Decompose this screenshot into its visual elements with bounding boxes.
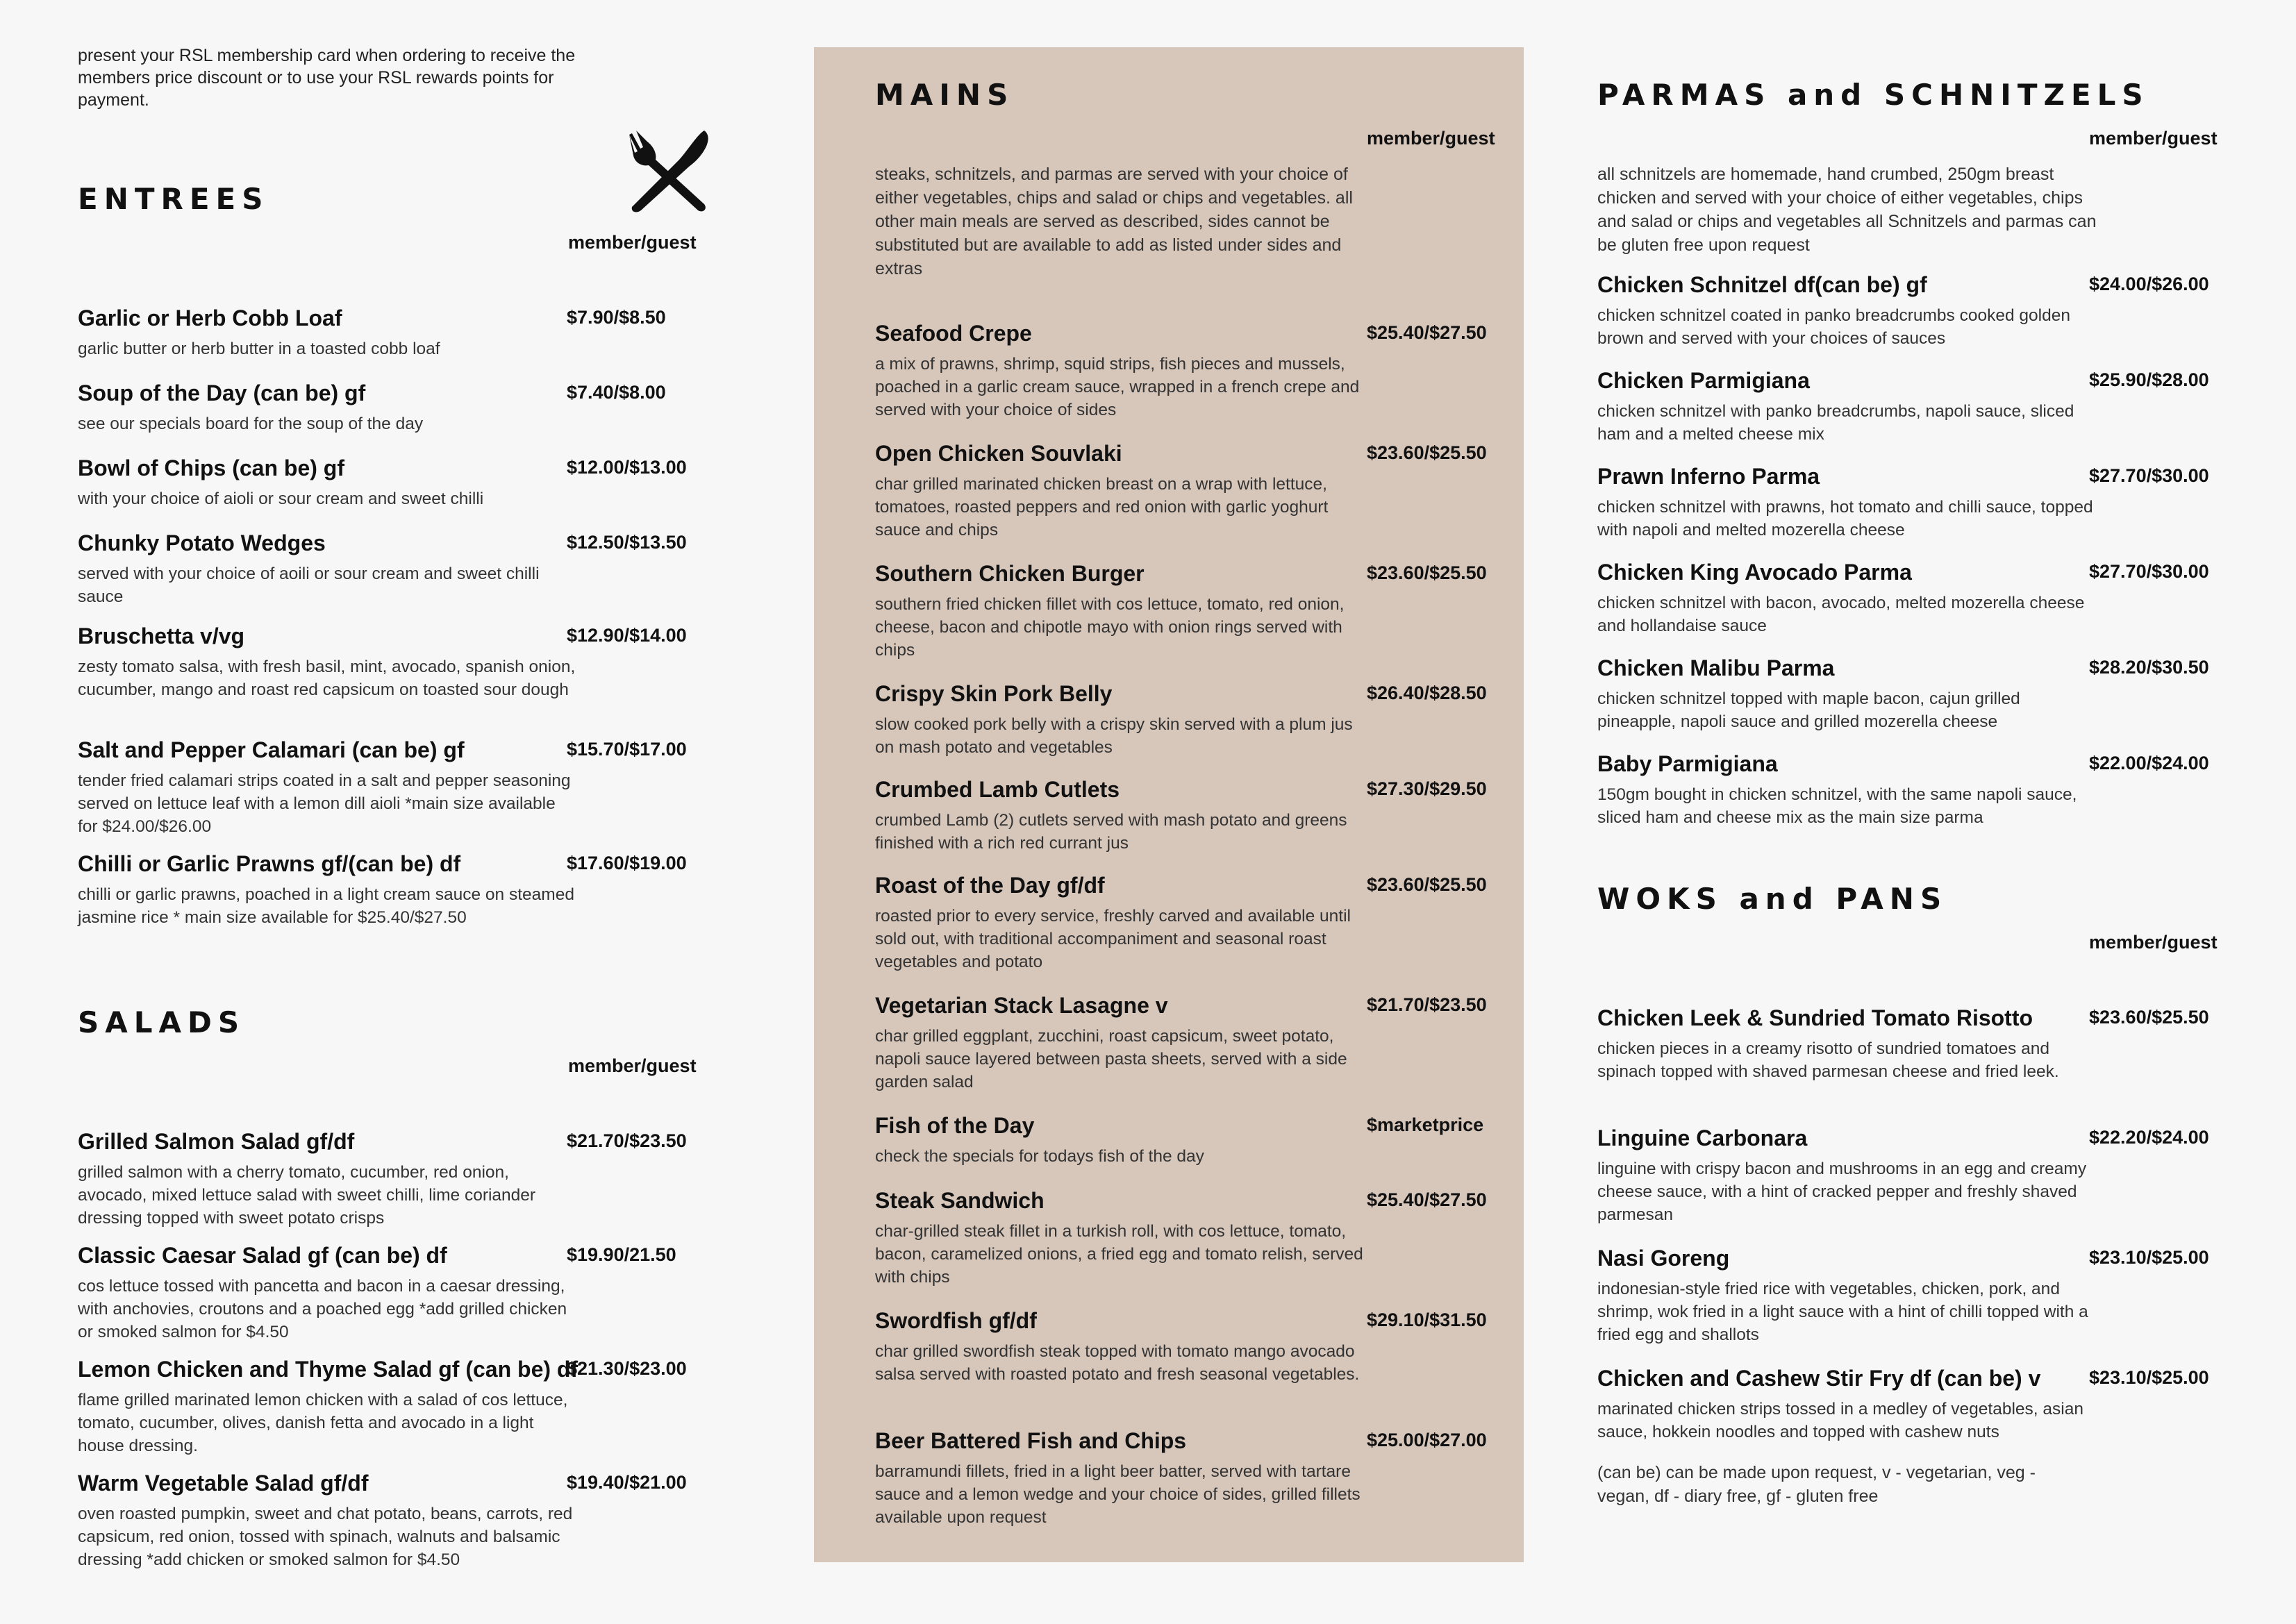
item-price: $23.60/$25.50 (1367, 562, 1487, 583)
item-name: Chicken Leek & Sundried Tomato Risotto (1597, 1005, 2033, 1030)
item-price: $23.60/$25.50 (2089, 1007, 2209, 1028)
item-name: Swordfish gf/df (875, 1308, 1037, 1333)
item-description: slow cooked pork belly with a crispy skin served with a plum jus on mash potato and vegetables (875, 715, 1353, 757)
item-name: Beer Battered Fish and Chips (875, 1428, 1187, 1453)
item-description: chicken schnitzel with panko breadcrumbs, napoli sauce, sliced ham and a melted cheese mix (1597, 402, 2074, 444)
woks-title: WOKS and PANS (1597, 882, 1948, 916)
item-description: char grilled eggplant, zucchini, roast capsicum, sweet potato, napoli sauce layered between pasta sheets, served with a side garden salad (875, 1027, 1347, 1091)
item-description: crumbed Lamb (2) cutlets served with mash potato and greens finished with a rich red currant jus (875, 811, 1347, 853)
item-description: chicken schnitzel with bacon, avocado, melted mozerella cheese and hollandaise sauce (1597, 594, 2085, 635)
item-name: Garlic or Herb Cobb Loaf (78, 305, 342, 330)
item-price: $19.90/21.50 (567, 1244, 676, 1265)
item-name: Chicken King Avocado Parma (1597, 560, 1912, 585)
item-price: $25.00/$27.00 (1367, 1430, 1487, 1450)
item-price: $27.30/$29.50 (1367, 778, 1487, 799)
item-description: southern fried chicken fillet with cos lettuce, tomato, red onion, cheese, bacon and chipotle mayo with onion rings served with chips (875, 595, 1345, 660)
membership-intro: present your RSL membership card when ordering to receive the members price discount or to use your RSL rewards points for payment. (78, 46, 576, 110)
item-price: $22.20/$24.00 (2089, 1127, 2209, 1148)
salads-price-label: member/guest (568, 1055, 697, 1076)
item-name: Prawn Inferno Parma (1597, 464, 1820, 489)
parmas-intro: all schnitzels are homemade, hand crumbed, 250gm breast chicken and served with your choice of either vegetables, chips and salad or chips and vegetables all Schnitzels and parmas can be gluten free upon request (1597, 165, 2097, 255)
item-price: $21.30/$23.00 (567, 1358, 687, 1379)
item-price: $15.70/$17.00 (567, 739, 687, 760)
item-name: Classic Caesar Salad gf (can be) df (78, 1243, 447, 1268)
item-description: 150gm bought in chicken schnitzel, with the same napoli sauce, sliced ham and cheese mix as the main size parma (1597, 785, 2077, 827)
item-price: $marketprice (1367, 1114, 1484, 1135)
item-description: chicken schnitzel coated in panko breadcrumbs cooked golden brown and served with your choices of sauces (1597, 306, 2070, 348)
item-description: linguine with crispy bacon and mushrooms in an egg and creamy cheese sauce, with a hint of cracked pepper and freshly shaved parmesan (1597, 1160, 2087, 1224)
item-name: Linguine Carbonara (1597, 1125, 1808, 1150)
item-name: Lemon Chicken and Thyme Salad gf (can be) df (78, 1357, 579, 1382)
item-description: barramundi fillets, fried in a light beer batter, served with tartare sauce and a lemon wedge and your choice of sides, grilled fillets available upon request (875, 1462, 1361, 1527)
entrees-price-label: member/guest (568, 232, 697, 253)
item-name: Chicken Schnitzel df(can be) gf (1597, 272, 1927, 297)
item-description: indonesian-style fried rice with vegetables, chicken, pork, and shrimp, wok fried in a light sauce with a hint of chilli topped with a fried egg and shallots (1597, 1280, 2088, 1344)
mains-intro: steaks, schnitzels, and parmas are served with your choice of either vegetables, chips and salad or chips and vegetables. all other main meals are served as described, sides cannot be substituted but are available to add as listed under sides and extras (875, 165, 1353, 278)
item-description: flame grilled marinated lemon chicken with a salad of cos lettuce, tomato, cucumber, olives, danish fetta and avocado in a light house dressing. (78, 1391, 568, 1455)
item-name: Steak Sandwich (875, 1188, 1045, 1213)
item-price: $7.40/$8.00 (567, 382, 666, 403)
item-name: Crispy Skin Pork Belly (875, 681, 1113, 706)
item-price: $25.40/$27.50 (1367, 1189, 1487, 1210)
item-description: with your choice of aioli or sour cream and sweet chilli (78, 489, 484, 508)
item-price: $7.90/$8.50 (567, 307, 666, 328)
item-price: $25.40/$27.50 (1367, 322, 1487, 343)
salads-title: SALADS (78, 1005, 246, 1039)
item-description: oven roasted pumpkin, sweet and chat potato, beans, carrots, red capsicum, red onion, tossed with spinach, walnuts and balsamic dressing *add chicken or smoked salmon for $4.50 (78, 1505, 573, 1569)
item-name: Chilli or Garlic Prawns gf/(can be) df (78, 851, 461, 876)
item-name: Fish of the Day (875, 1113, 1035, 1138)
item-price: $21.70/$23.50 (567, 1130, 687, 1151)
item-name: Soup of the Day (can be) gf (78, 380, 366, 405)
item-name: Chicken and Cashew Stir Fry df (can be) v (1597, 1366, 2041, 1391)
mains-title: MAINS (875, 78, 1015, 112)
item-price: $21.70/$23.50 (1367, 994, 1487, 1015)
item-price: $26.40/$28.50 (1367, 683, 1487, 703)
item-price: $12.50/$13.50 (567, 532, 687, 553)
item-price: $12.90/$14.00 (567, 625, 687, 646)
item-price: $28.20/$30.50 (2089, 657, 2209, 678)
item-name: Salt and Pepper Calamari (can be) gf (78, 737, 465, 762)
item-description: garlic butter or herb butter in a toasted cobb loaf (78, 340, 440, 358)
item-price: $23.10/$25.00 (2089, 1247, 2209, 1268)
cutlery-icon (622, 128, 717, 215)
item-price: $19.40/$21.00 (567, 1472, 687, 1493)
item-description: chicken schnitzel with prawns, hot tomato and chilli sauce, topped with napoli and melted mozerella cheese (1597, 498, 2093, 539)
item-name: Crumbed Lamb Cutlets (875, 777, 1120, 802)
item-description: zesty tomato salsa, with fresh basil, mint, avocado, spanish onion, cucumber, mango and roast red capsicum on toasted sour dough (78, 658, 576, 699)
dietary-footnote: (can be) can be made upon request, v - vegetarian, veg - vegan, df - diary free, gf - gluten free (1597, 1463, 2036, 1506)
item-description: see our specials board for the soup of the day (78, 415, 424, 433)
item-price: $25.90/$28.00 (2089, 369, 2209, 390)
parmas-title: PARMAS and SCHNITZELS (1597, 78, 2149, 112)
item-price: $17.60/$19.00 (567, 853, 687, 873)
item-price: $12.00/$13.00 (567, 457, 687, 478)
item-description: served with your choice of aoili or sour cream and sweet chilli sauce (78, 564, 540, 606)
item-description: chilli or garlic prawns, poached in a light cream sauce on steamed jasmine rice * main size available for $25.40/$27.50 (78, 885, 574, 927)
item-description: cos lettuce tossed with pancetta and bacon in a caesar dressing, with anchovies, croutons and a poached egg *add grilled chicken or smoked salmon for $4.50 (78, 1277, 567, 1341)
item-name: Warm Vegetable Salad gf/df (78, 1471, 369, 1496)
item-description: check the specials for todays fish of the day (875, 1147, 1204, 1166)
item-description: tender fried calamari strips coated in a salt and pepper seasoning served on lettuce leaf with a lemon dill aioli *main size available for $24.00/$26.00 (78, 771, 571, 836)
item-price: $22.00/$24.00 (2089, 753, 2209, 773)
item-name: Nasi Goreng (1597, 1246, 1730, 1271)
item-name: Vegetarian Stack Lasagne v (875, 993, 1168, 1018)
item-description: grilled salmon with a cherry tomato, cucumber, red onion, avocado, mixed lettuce salad with sweet chilli, lime coriander dressing topped with sweet potato crisps (78, 1163, 536, 1228)
entrees-title: ENTREES (78, 182, 269, 216)
item-price: $23.60/$25.50 (1367, 442, 1487, 463)
item-name: Bruschetta v/vg (78, 623, 245, 648)
item-name: Chicken Parmigiana (1597, 368, 1810, 393)
item-price: $24.00/$26.00 (2089, 274, 2209, 294)
item-name: Open Chicken Souvlaki (875, 441, 1122, 466)
item-name: Chicken Malibu Parma (1597, 655, 1835, 680)
item-name: Grilled Salmon Salad gf/df (78, 1129, 355, 1154)
item-price: $23.10/$25.00 (2089, 1367, 2209, 1388)
item-description: char grilled swordfish steak topped with tomato mango avocado salsa served with roasted potato and fresh seasonal vegetables. (875, 1342, 1360, 1384)
item-price: $29.10/$31.50 (1367, 1309, 1487, 1330)
item-description: chicken schnitzel topped with maple bacon, cajun grilled pineapple, napoli sauce and grilled mozerella cheese (1597, 689, 2020, 731)
item-description: marinated chicken strips tossed in a medley of vegetables, asian sauce, hokkein noodles and topped with cashew nuts (1597, 1400, 2083, 1441)
item-name: Baby Parmigiana (1597, 751, 1778, 776)
item-name: Seafood Crepe (875, 321, 1032, 346)
item-price: $23.60/$25.50 (1367, 874, 1487, 895)
item-name: Southern Chicken Burger (875, 561, 1145, 586)
item-name: Chunky Potato Wedges (78, 530, 326, 555)
item-price: $27.70/$30.00 (2089, 561, 2209, 582)
item-description: chicken pieces in a creamy risotto of sundried tomatoes and spinach topped with shaved parmesan cheese and fried leek. (1597, 1039, 2059, 1081)
parmas-price-label: member/guest (2089, 128, 2218, 149)
item-name: Bowl of Chips (can be) gf (78, 455, 344, 480)
woks-price-label: member/guest (2089, 932, 2218, 953)
item-price: $27.70/$30.00 (2089, 465, 2209, 486)
item-description: a mix of prawns, shrimp, squid strips, fish pieces and mussels, poached in a garlic cream sauce, wrapped in a french crepe and served with your choice of sides (875, 355, 1360, 419)
item-description: char-grilled steak fillet in a turkish roll, with cos lettuce, tomato, bacon, caramelized onions, a fried egg and tomato relish, served with chips (875, 1222, 1363, 1287)
item-name: Roast of the Day gf/df (875, 873, 1105, 898)
mains-price-label: member/guest (1367, 128, 1495, 149)
item-description: roasted prior to every service, freshly carved and available until sold out, with traditional accompaniment and seasonal roast vegetables and potato (875, 907, 1351, 971)
item-description: char grilled marinated chicken breast on a wrap with lettuce, tomatoes, roasted peppers and red onion with garlic yoghurt sauce and chips (875, 475, 1329, 539)
